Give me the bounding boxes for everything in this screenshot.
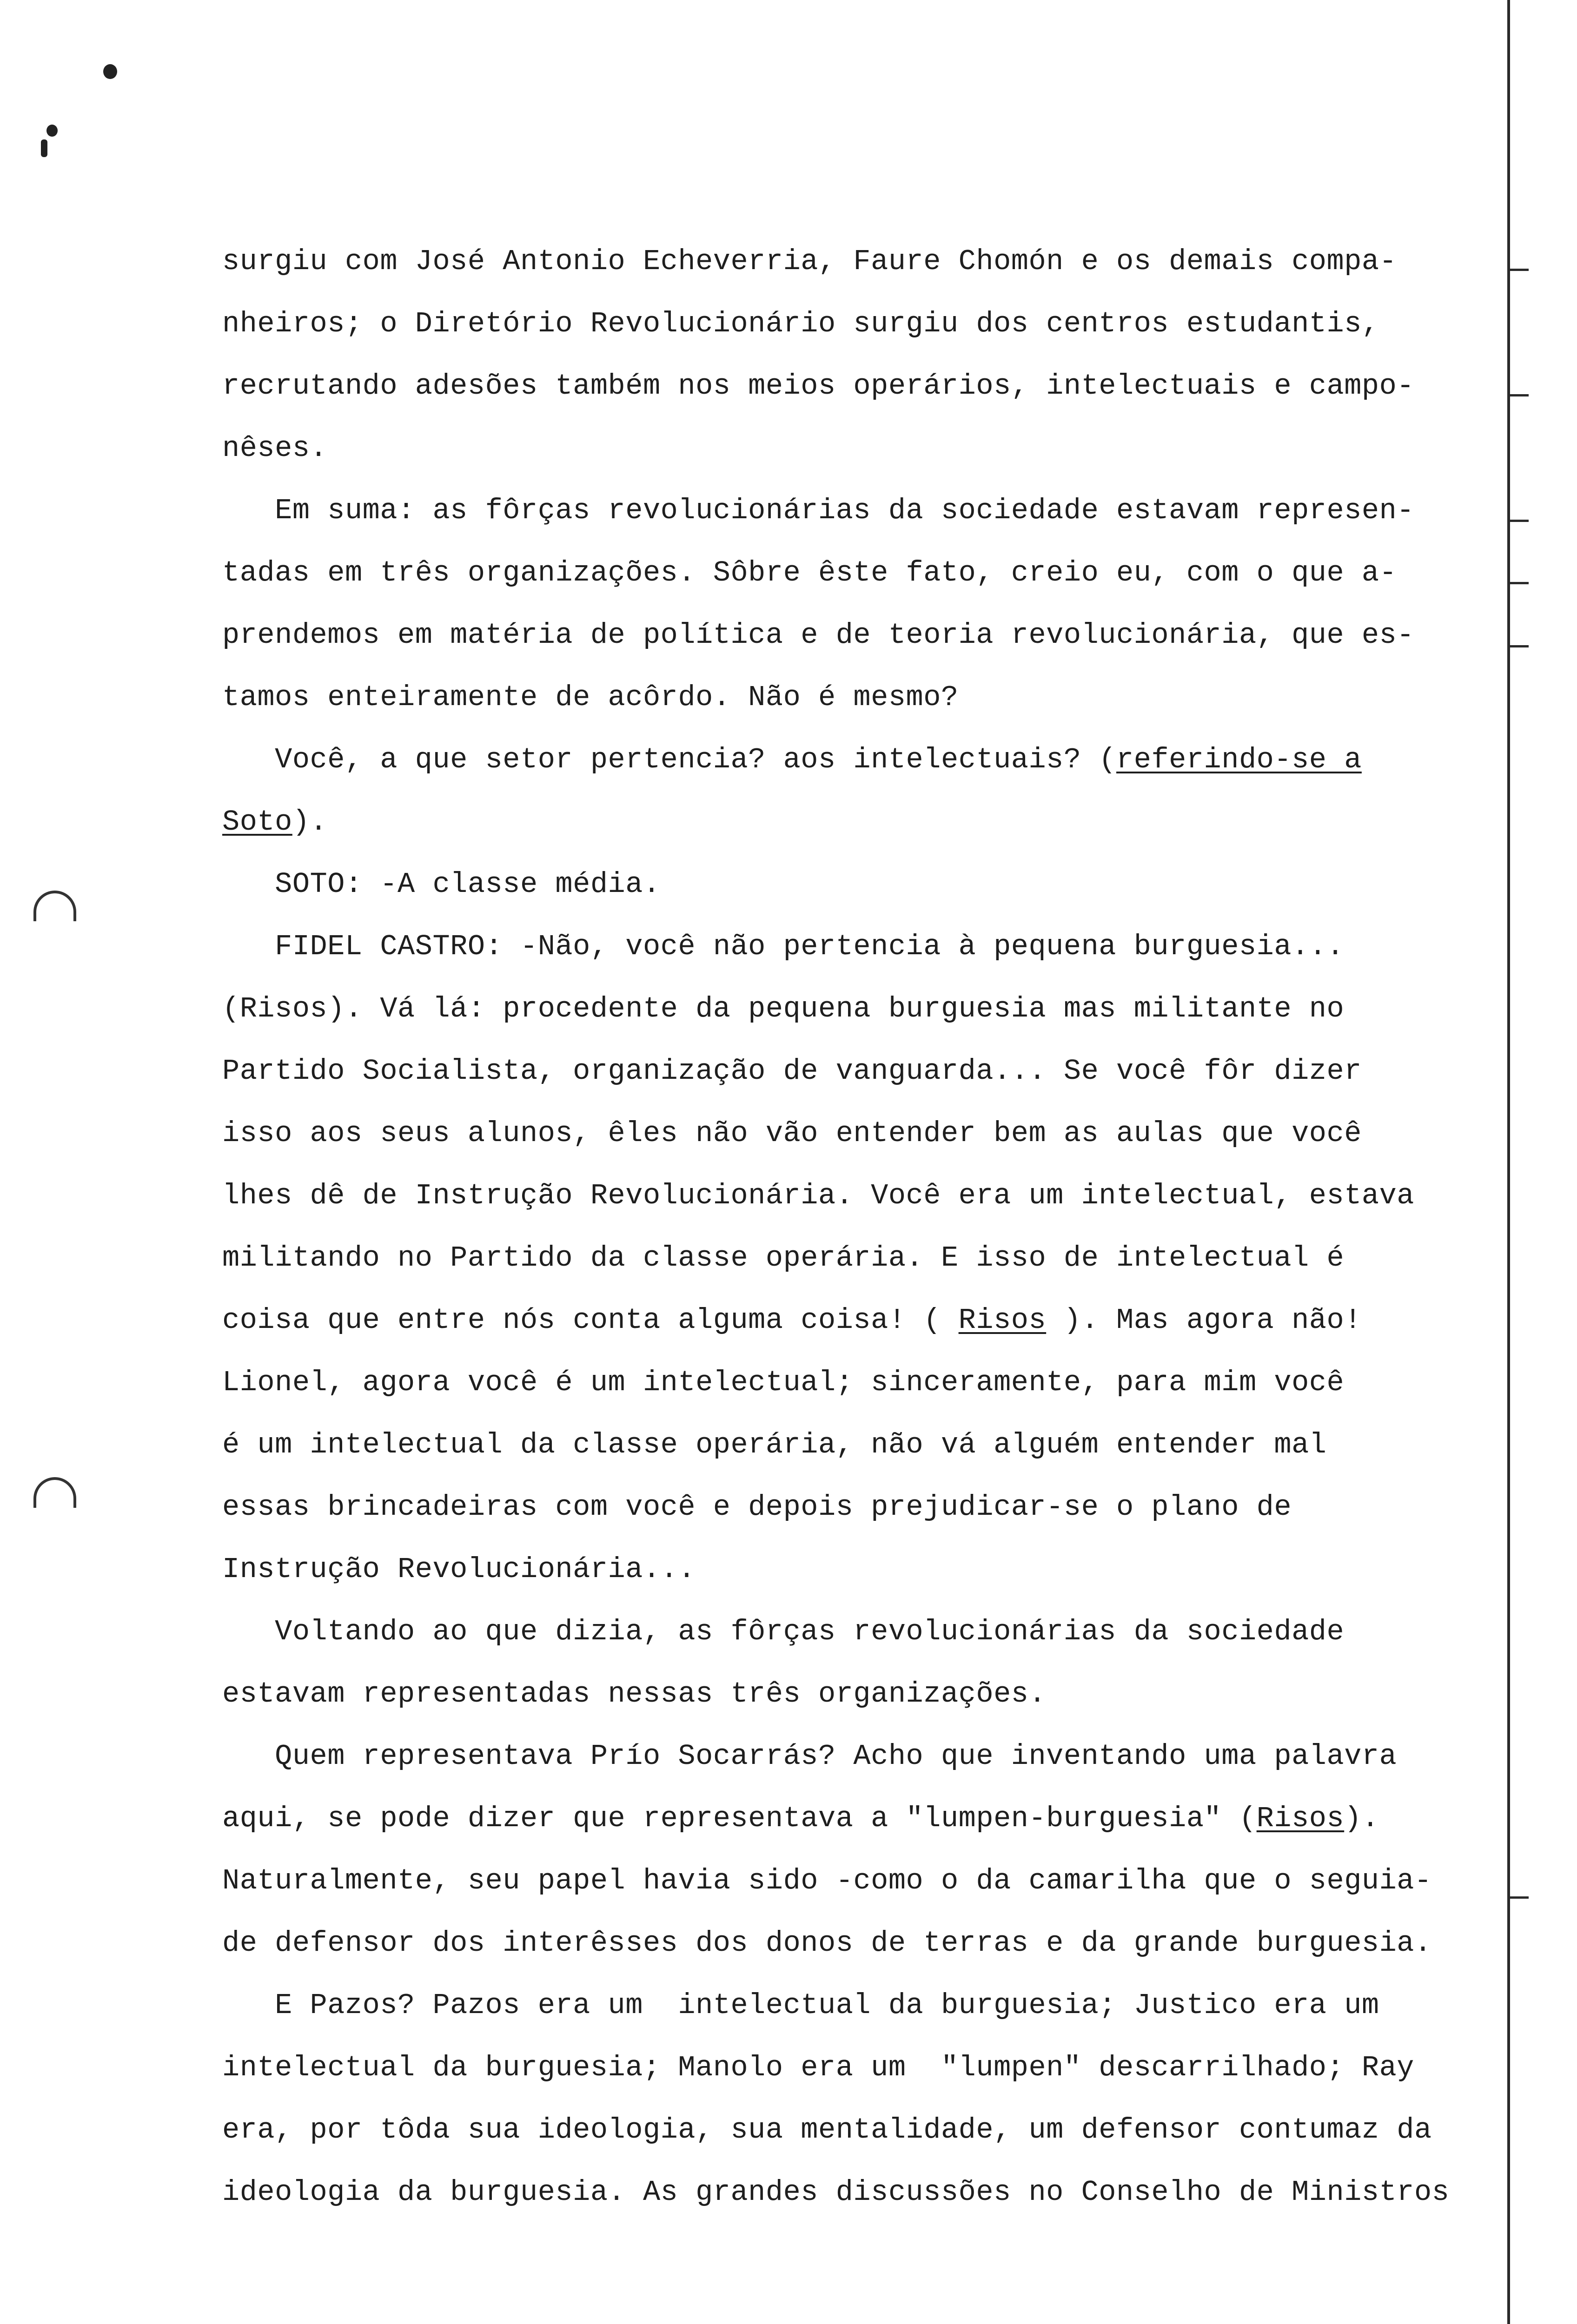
text-line: SOTO: -A classe média. bbox=[222, 868, 661, 901]
text-line: essas brincadeiras com você e depois prejudicar-se o plano de bbox=[222, 1491, 1292, 1524]
text-line: Você, a que setor pertencia? aos intelectuais? (referindo-se a bbox=[222, 743, 1362, 776]
text-line: tadas em três organizações. Sôbre êste fato, creio eu, com o que a- bbox=[222, 556, 1397, 589]
text-line: de defensor dos interêsses dos donos de terras e da grande burguesia. bbox=[222, 1927, 1432, 1960]
text-line: surgiu com José Antonio Echeverria, Faure Chomón e os demais compa- bbox=[222, 245, 1397, 278]
text-line: aqui, se pode dizer que representava a "lumpen-burguesia" (Risos). bbox=[222, 1802, 1379, 1835]
text-line: Partido Socialista, organização de vanguarda... Se você fôr dizer bbox=[222, 1055, 1362, 1088]
text-line: é um intelectual da classe operária, não vá alguém entender mal bbox=[222, 1428, 1327, 1461]
text-line: estavam representadas nessas três organizações. bbox=[222, 1677, 1047, 1710]
text-line: prendemos em matéria de política e de teoria revolucionária, que es- bbox=[222, 619, 1415, 652]
text-line: coisa que entre nós conta alguma coisa! ( Risos ). Mas agora não! bbox=[222, 1304, 1362, 1337]
text-line: tamos enteiramente de acôrdo. Não é mesmo? bbox=[222, 681, 959, 714]
text-line: Naturalmente, seu papel havia sido -como o da camarilha que o seguia- bbox=[222, 1864, 1432, 1897]
text-line: E Pazos? Pazos era um intelectual da burguesia; Justico era um bbox=[222, 1989, 1379, 2022]
text-line: nheiros; o Diretório Revolucionário surgiu dos centros estudantis, bbox=[222, 307, 1379, 340]
ink-spot bbox=[41, 139, 47, 157]
text-line: lhes dê de Instrução Revolucionária. Você era um intelectual, estava bbox=[222, 1179, 1415, 1212]
text-line: ideologia da burguesia. As grandes discussões no Conselho de Ministros bbox=[222, 2176, 1450, 2209]
text-line: (Risos). Vá lá: procedente da pequena burguesia mas militante no bbox=[222, 992, 1345, 1025]
text-line: recrutando adesões também nos meios operários, intelectuais e campo- bbox=[222, 370, 1415, 403]
text-line: Quem representava Prío Socarrás? Acho que inventando uma palavra bbox=[222, 1740, 1397, 1773]
text-line: Instrução Revolucionária... bbox=[222, 1553, 696, 1586]
ink-spot bbox=[46, 125, 58, 137]
text-line: intelectual da burguesia; Manolo era um "lumpen" descarrilhado; Ray bbox=[222, 2051, 1415, 2084]
text-line: FIDEL CASTRO: -Não, você não pertencia à pequena burguesia... bbox=[222, 930, 1345, 963]
binder-hole-mark bbox=[33, 891, 76, 921]
text-line: militando no Partido da classe operária. E isso de intelectual é bbox=[222, 1241, 1345, 1274]
binder-hole-mark bbox=[33, 1477, 76, 1508]
text-line: Lionel, agora você é um intelectual; sinceramente, para mim você bbox=[222, 1366, 1345, 1399]
text-line: Voltando ao que dizia, as fôrças revolucionárias da sociedade bbox=[222, 1615, 1345, 1648]
ink-spot bbox=[103, 64, 117, 79]
text-line: era, por tôda sua ideologia, sua mentalidade, um defensor contumaz da bbox=[222, 2113, 1432, 2146]
text-line: nêses. bbox=[222, 432, 328, 465]
text-line: isso aos seus alunos, êles não vão entender bem as aulas que você bbox=[222, 1117, 1362, 1150]
text-line: Soto). bbox=[222, 805, 328, 838]
text-line: Em suma: as fôrças revolucionárias da sociedade estavam represen- bbox=[222, 494, 1415, 527]
